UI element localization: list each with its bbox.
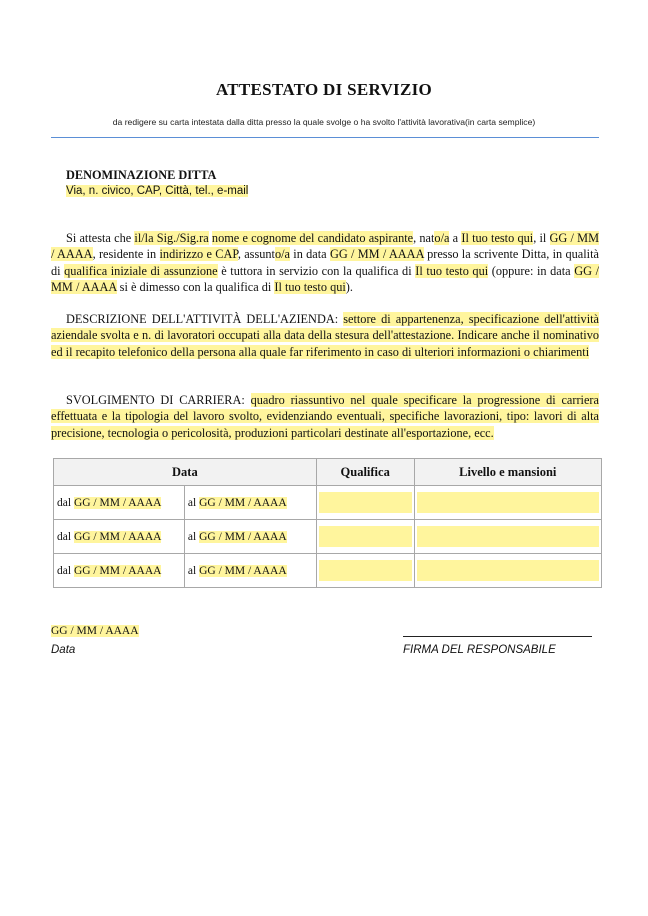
signature-label: FIRMA DEL RESPONSABILE	[403, 644, 556, 656]
gender-title-field[interactable]: il/la Sig./Sig.ra	[134, 231, 209, 245]
attestation-paragraph: Si attesta che il/la Sig./Sig.ra nome e cognome del candidato aspirante, nato/a a Il tuo testo qui, il GG / MM / AAAA, residente in indirizzo e CAP, assunto/a in data GG / MM / AAAA presso la scrivente Ditta, in qualità di qualifica iniziale di assunzione è tuttora in servizio con la qualifica di Il tuo testo qui (oppure: in data GG / MM / AAAA si è dimesso con la qualifica di Il tuo testo qui).	[51, 231, 600, 294]
company-description-field[interactable]: settore di appartenenza, specificazione dell'attività aziendale svolta e n. di lavoratori occupati alla data della stesura dell'attestazione. Indicare anche il nominativo ed il recapito telefonico della persona alla quale far riferimento in caso di ulteriori informazioni o chiarimenti	[51, 312, 599, 359]
table-row	[54, 486, 602, 520]
birthdate-field[interactable]: GG / MM / AAAA	[51, 231, 600, 262]
resignation-date-field[interactable]: GG / MM / AAAA	[51, 263, 599, 294]
table-row	[54, 520, 602, 554]
gender-suffix-field[interactable]: o/a	[434, 231, 450, 245]
gender-suffix-field-2[interactable]: o/a	[274, 247, 290, 262]
company-name[interactable]: DENOMINAZIONE DITTA	[66, 168, 217, 182]
table-header-row	[54, 459, 602, 486]
initial-qualification-field[interactable]: qualifica iniziale di assunzione	[64, 263, 218, 278]
career-paragraph: SVOLGIMENTO DI CARRIERA: quadro riassuntivo nel quale specificare la progressione di carriera effettuata e la tipologia del lavoro svolto, evidenziando eventuali, specifiche lavorazioni, tipo: lavori di alta precisione, tecnologia o pericolosità, produzioni particolari destinate all'esportazione, ecc.	[51, 393, 599, 440]
from-date-cell[interactable]: dal GG / MM / AAAA	[54, 520, 185, 554]
from-date-cell[interactable]: dal GG / MM / AAAA	[54, 554, 185, 588]
document-subtitle: da redigere su carta intestata dalla ditta presso la quale svolge o ha svolto l'attività lavorativa(in carta semplice)	[112, 117, 536, 127]
header-divider	[51, 137, 599, 138]
livello-cell[interactable]	[414, 554, 601, 588]
career-table	[53, 458, 602, 588]
qualifica-cell[interactable]	[316, 486, 414, 520]
from-date-cell[interactable]: dal GG / MM / AAAA	[54, 486, 185, 520]
livello-cell[interactable]	[414, 520, 601, 554]
hire-date-field[interactable]: GG / MM / AAAA	[329, 247, 424, 262]
header-data: Data	[54, 459, 317, 486]
signature-line[interactable]	[403, 636, 592, 637]
birthplace-field[interactable]: Il tuo testo qui	[461, 231, 534, 245]
candidate-name-field[interactable]: nome e cognome del candidato aspirante	[211, 231, 414, 245]
current-qualification-field[interactable]: Il tuo testo qui	[415, 263, 489, 278]
date-label: Data	[51, 644, 76, 656]
document-title: ATTESTATO DI SERVIZIO	[215, 80, 433, 99]
company-description-paragraph: DESCRIZIONE DELL'ATTIVITÀ DELL'AZIENDA: settore di appartenenza, specificazione dell'attività aziendale svolta e n. di lavoratori occupati alla data della stesura dell'attestazione. Indicare anche il nominativo ed il recapito telefonico della persona alla quale far riferimento in caso di ulteriori informazioni o chiarimenti	[51, 312, 599, 359]
to-date-cell[interactable]: al GG / MM / AAAA	[184, 520, 316, 554]
table-row	[54, 554, 602, 588]
livello-cell[interactable]	[414, 486, 601, 520]
career-summary-field[interactable]: quadro riassuntivo nel quale specificare la progressione di carriera effettuata e la tipologia del lavoro svolto, evidenziando eventuali, specifiche lavorazioni, tipo: lavori di alta precisione, tecnologia o pericolosità, produzioni particolari destinate all'esportazione, ecc.	[51, 393, 599, 440]
residence-field[interactable]: indirizzo e CAP	[159, 247, 238, 262]
qualifica-cell[interactable]	[316, 554, 414, 588]
to-date-cell[interactable]: al GG / MM / AAAA	[184, 486, 316, 520]
to-date-cell[interactable]: al GG / MM / AAAA	[184, 554, 316, 588]
company-address[interactable]: Via, n. civico, CAP, Città, tel., e-mail	[66, 185, 249, 197]
final-qualification-field[interactable]: Il tuo testo qui	[274, 279, 346, 294]
signature-date-field[interactable]: GG / MM / AAAA	[51, 625, 139, 637]
header-livello-mansioni: Livello e mansioni	[414, 459, 601, 486]
qualifica-cell[interactable]	[316, 520, 414, 554]
header-qualifica: Qualifica	[316, 459, 414, 486]
